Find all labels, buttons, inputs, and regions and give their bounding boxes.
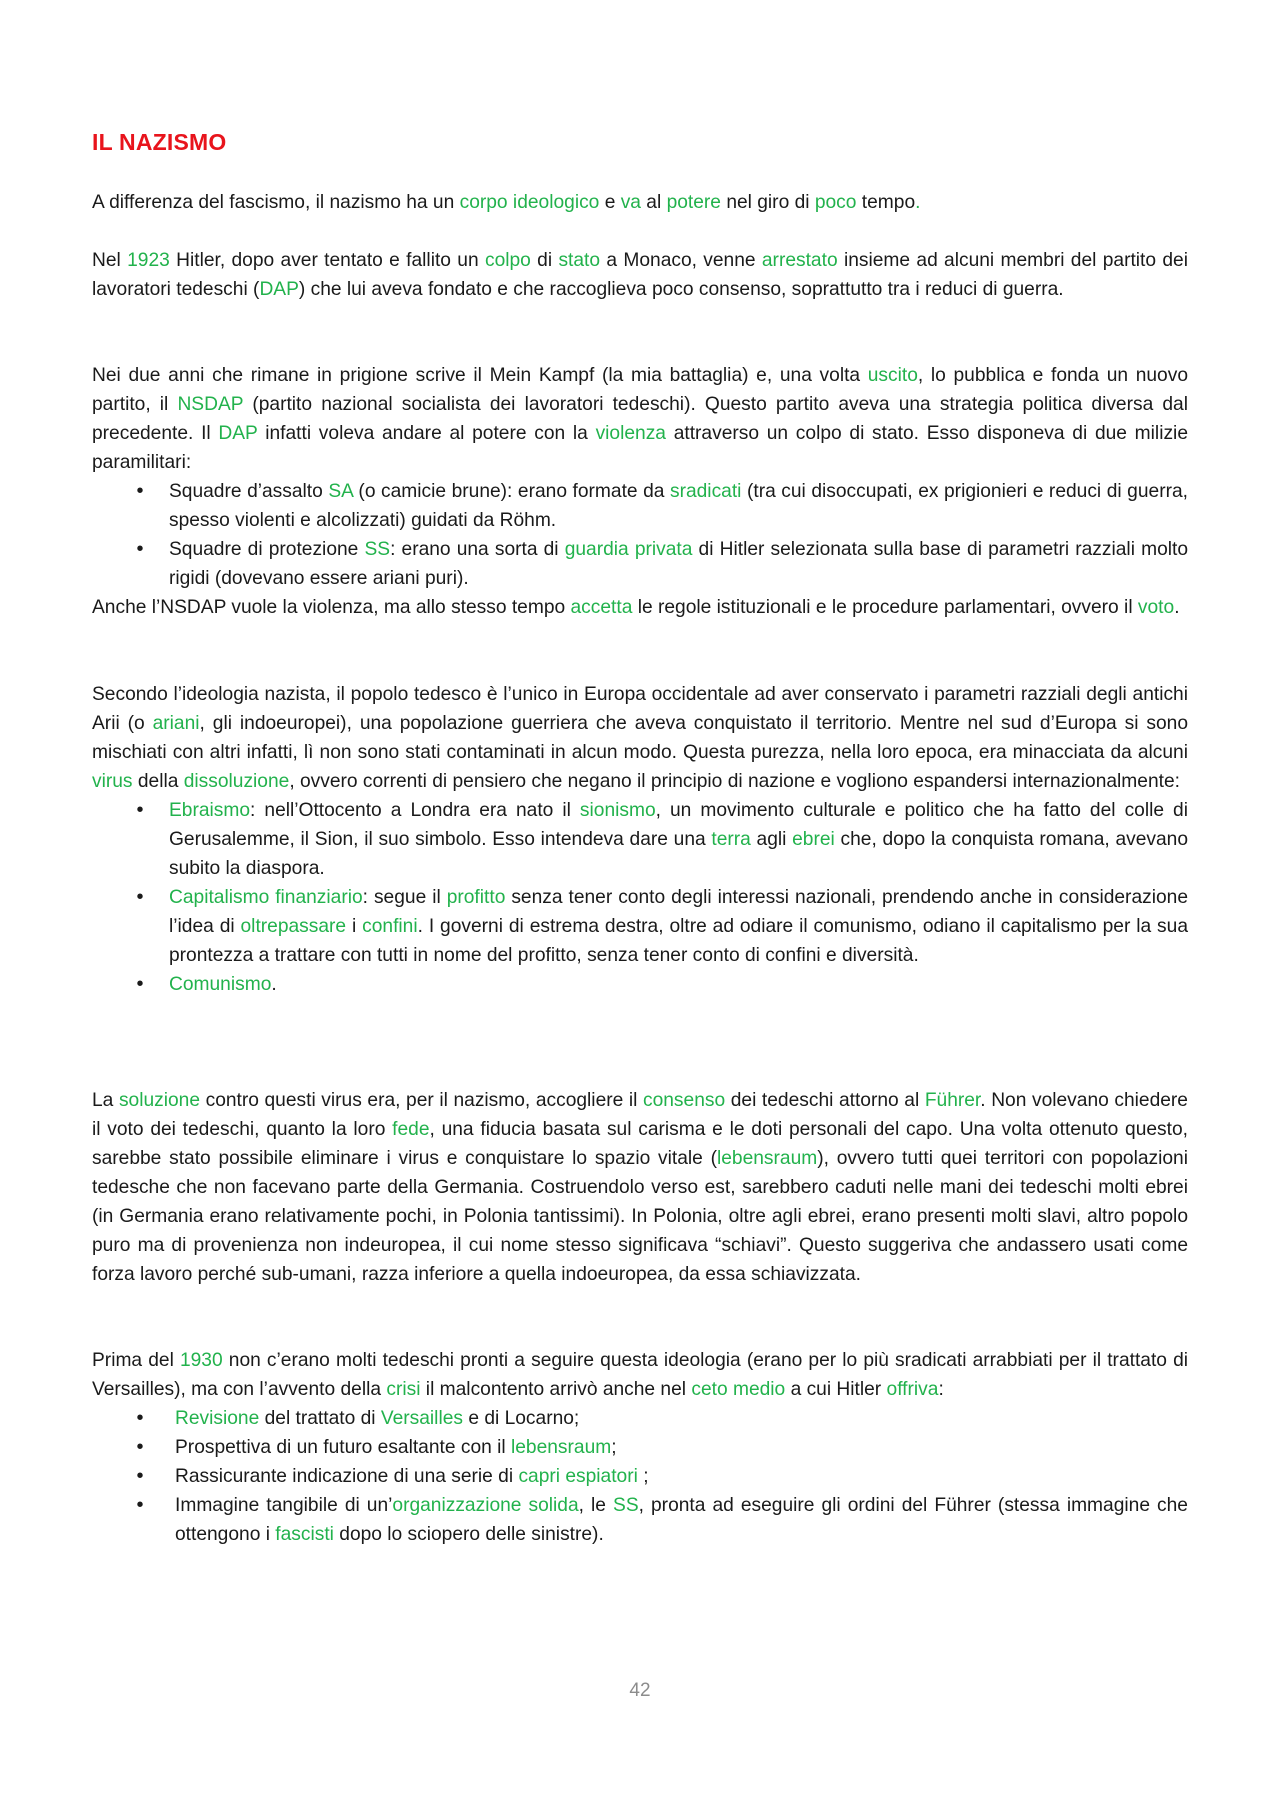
paragraph-intro: A differenza del fascismo, il nazismo ha un corpo ideologico e va al potere nel giro di poco tempo. [92,192,921,213]
paragraph-1930: Prima del 1930 non c’erano molti tedeschi pronti a seguire questa ideologia (erano per lo più sradicati arrabbiati per il trattato di Versailles), ma con l’avvento della crisi il malcontento arrivò anche nel ceto medio a cui Hitler offriva: • Revisione del trattato di Versailles e di Locarno; • Prospettiva di un futuro esaltante con il lebensraum; • Rassicurante indicazione di una serie di capri espiatori ; • Immagine tangibile di un’organizzazione solida, le SS, pronta ad eseguire gli ordini del Führer (stessa immagine che ottengono i fascisti dopo lo sciopero delle sinistre). [92,1346,1188,1549]
paragraph-solution: La soluzione contro questi virus era, per il nazismo, accogliere il consenso dei tedeschi attorno al Führer. Non volevano chiedere il voto dei tedeschi, quanto la loro fede, una fiducia basata sul carisma e le doti personali del capo. Una volta ottenuto questo, sarebbe stato possibile eliminare i virus e conquistare lo spazio vitale (lebensraum), ovvero tutti quei territori con popolazioni tedesche che non facevano parte della Germania. Costruendolo verso est, sarebbero caduti nelle mani dei tedeschi molti ebrei (in Germania erano relativamente pochi, in Polonia tantissimi). In Polonia, oltre agli ebrei, erano presenti molti slavi, altro popolo puro ma di provenienza non indeuropea, il cui nome stesso significava “schiavi”. Questo suggeriva che andassero usati come forza lavoro perché sub-umani, razza inferiore a quella indoeuropea, da essa schiavizzata. [92,1090,1188,1285]
paragraph-ideology: Secondo l’ideologia nazista, il popolo tedesco è l’unico in Europa occidentale ad aver conservato i parametri razziali degli antichi Arii (o ariani, gli indoeuropei), una popolazione guerriera che aveva conquistato il territorio. Mentre nel sud d’Europa si sono mischiati con altri infatti, lì non sono stati contaminati in alcun modo. Questa purezza, nella loro epoca, era minacciata da alcuni virus della dissoluzione, ovvero correnti di pensiero che negano il principio di nazione e vogliono espandersi internazionalmente: • Ebraismo: nell’Ottocento a Londra era nato il sionismo, un movimento culturale e politico che ha fatto del colle di Gerusalemme, il Sion, il suo simbolo. Esso intendeva dare una terra agli ebrei che, dopo la conquista romana, avevano subito la diaspora. • Capitalismo finanziario: segue il profitto senza tener conto degli interessi nazionali, prendendo anche in considerazione l’idea di oltrepassare i confini. I governi di estrema destra, oltre ad odiare il comunismo, odiano il capitalismo per la sua prontezza a trattare con tutti in nome del profitto, senza tener conto di confini e diversità. • Comunismo. [92,680,1188,999]
bullet-icon: • [136,1465,144,1487]
list-item: • Immagine tangibile di un’organizzazione solida, le SS, pronta ad eseguire gli ordini del Führer (stessa immagine che ottengono i fascisti dopo lo sciopero delle sinistre). [92,1491,1188,1549]
bullet-icon: • [136,886,144,908]
offers-list [92,1404,1188,1549]
bullet-icon: • [136,538,144,560]
list-item: • Prospettiva di un futuro esaltante con il lebensraum; [92,1433,1188,1462]
militia-list [92,477,1188,593]
list-item: • Comunismo. [92,970,1188,999]
bullet-icon: • [136,480,144,502]
bullet-icon: • [136,1494,144,1516]
page-number: 42 [629,1680,651,1701]
page-title: IL NAZISMO [92,129,227,155]
list-item: • Ebraismo: nell’Ottocento a Londra era nato il sionismo, un movimento culturale e politico che ha fatto del colle di Gerusalemme, il Sion, il suo simbolo. Esso intendeva dare una terra agli ebrei che, dopo la conquista romana, avevano subito la diaspora. [92,796,1188,883]
bullet-icon: • [136,1436,144,1458]
list-item: • Capitalismo finanziario: segue il profitto senza tener conto degli interessi nazionali, prendendo anche in considerazione l’idea di oltrepassare i confini. I governi di estrema destra, oltre ad odiare il comunismo, odiano il capitalismo per la sua prontezza a trattare con tutti in nome del profitto, senza tener conto di confini e diversità. [92,883,1188,970]
bullet-icon: • [136,973,144,995]
paragraph-nsdap: Nei due anni che rimane in prigione scrive il Mein Kampf (la mia battaglia) e, una volta uscito, lo pubblica e fonda un nuovo partito, il NSDAP (partito nazional socialista dei lavoratori tedeschi). Questo partito aveva una strategia politica diversa dal precedente. Il DAP infatti voleva andare al potere con la violenza attraverso un colpo di stato. Esso disponeva di due milizie paramilitari: • Squadre d’assalto SA (o camicie brune): erano formate da sradicati (tra cui disoccupati, ex prigionieri e reduci di guerra, spesso violenti e alcolizzati) guidati da Röhm. • Squadre di protezione SS: erano una sorta di guardia privata di Hitler selezionata sulla base di parametri razziali molto rigidi (dovevano essere ariani puri). Anche l’NSDAP vuole la violenza, ma allo stesso tempo accetta le regole istituzionali e le procedure parlamentari, ovvero il voto. [92,365,1188,618]
paragraph-1923: Nel 1923 Hitler, dopo aver tentato e fallito un colpo di stato a Monaco, venne arrestato insieme ad alcuni membri del partito dei lavoratori tedeschi (DAP) che lui aveva fondato e che raccoglieva poco consenso, soprattutto tra i reduci di guerra. [92,250,1188,300]
bullet-icon: • [136,1407,144,1429]
list-item: • Revisione del trattato di Versailles e di Locarno; [92,1404,1188,1433]
list-item: • Squadre d’assalto SA (o camicie brune): erano formate da sradicati (tra cui disoccupati, ex prigionieri e reduci di guerra, spesso violenti e alcolizzati) guidati da Röhm. [92,477,1188,535]
virus-list [92,796,1188,999]
list-item: • Squadre di protezione SS: erano una sorta di guardia privata di Hitler selezionata sulla base di parametri razziali molto rigidi (dovevano essere ariani puri). [92,535,1188,593]
bullet-icon: • [136,799,144,821]
list-item: • Rassicurante indicazione di una serie di capri espiatori ; [92,1462,1188,1491]
